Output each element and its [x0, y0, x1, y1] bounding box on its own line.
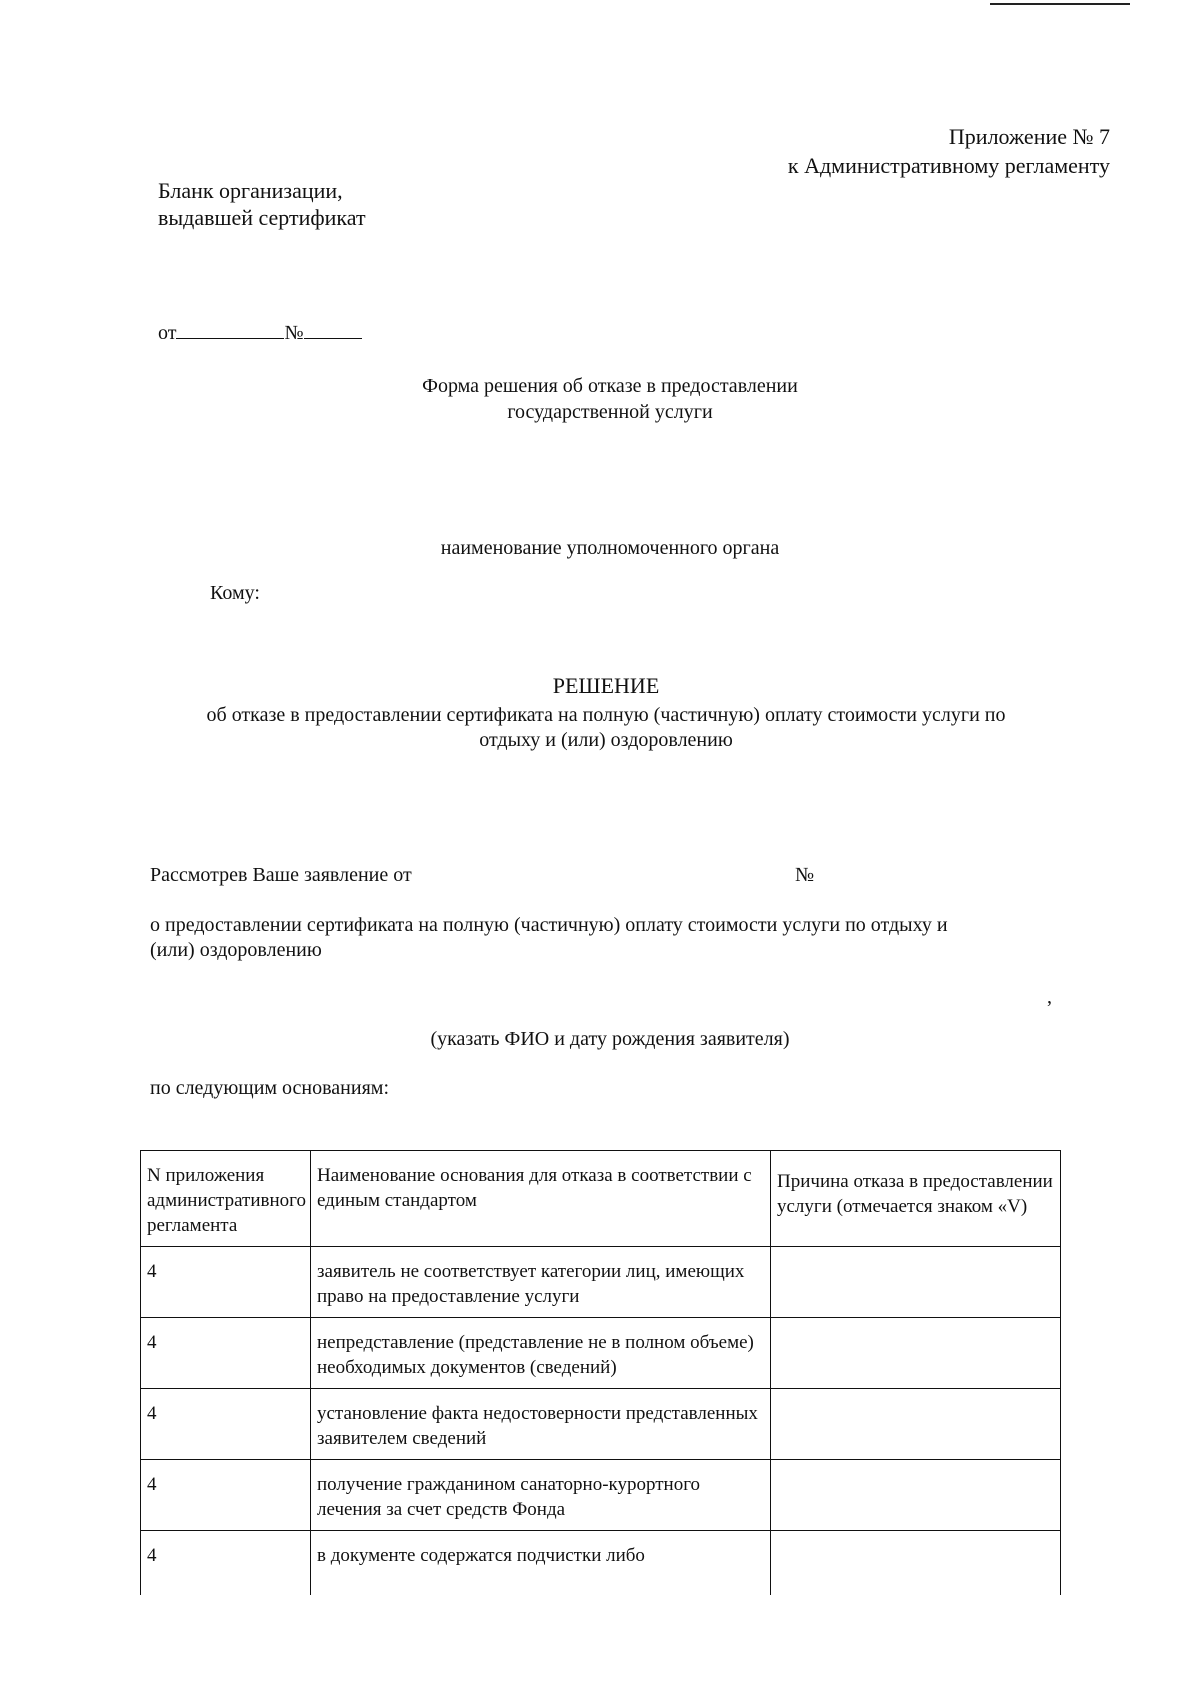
about-line-1: о предоставлении сертификата на полную (частичную) оплату стоимости услуги по отдыху и: [150, 914, 948, 936]
form-title-line-2: государственной услуги: [507, 401, 713, 423]
cell-mark: [771, 1318, 1061, 1389]
to-label: Кому:: [210, 582, 260, 604]
about-line-2: (или) оздоровлению: [150, 939, 322, 961]
header-appendix-no: N приложения административного регламента: [141, 1151, 311, 1247]
grounds-label: по следующим основаниям:: [150, 1077, 390, 1099]
decision-line-2: отдыху и (или) оздоровлению: [479, 729, 733, 751]
cell-appendix-no: 4: [141, 1531, 311, 1596]
comma-mark: ,: [1047, 986, 1052, 1008]
decision-heading: РЕШЕНИЕ: [552, 673, 660, 698]
reviewed-number-label: №: [795, 864, 815, 886]
table-row: [141, 1460, 1061, 1531]
letterhead-line-1: Бланк организации,: [158, 178, 343, 203]
top-edge-line: [990, 3, 1130, 5]
table-row: [141, 1247, 1061, 1318]
number-label: №: [284, 322, 304, 344]
table-row: [141, 1318, 1061, 1389]
cell-ground: получение гражданином санаторно-курортного лечения за счет средств Фонда: [311, 1460, 771, 1531]
appendix-title: Приложение № 7: [948, 124, 1110, 149]
cell-ground: непредставление (представление не в полном объеме) необходимых документов (сведений): [311, 1318, 771, 1389]
cell-ground: в документе содержатся подчистки либо: [311, 1531, 771, 1596]
number-blank: [304, 318, 362, 339]
cell-appendix-no: 4: [141, 1460, 311, 1531]
cell-appendix-no: 4: [141, 1318, 311, 1389]
header-ground: Наименование основания для отказа в соответствии с единым стандартом: [311, 1151, 771, 1247]
applicant-caption: (указать ФИО и дату рождения заявителя): [430, 1028, 790, 1050]
cell-appendix-no: 4: [141, 1389, 311, 1460]
reviewed-label: Рассмотрев Ваше заявление от: [150, 864, 412, 886]
grounds-table: [140, 1150, 1061, 1595]
table-row: [141, 1389, 1061, 1460]
date-number-line: [158, 318, 362, 346]
from-label: от: [158, 322, 177, 344]
date-blank: [176, 318, 284, 339]
cell-appendix-no: 4: [141, 1247, 311, 1318]
cell-mark: [771, 1531, 1061, 1596]
table-header-row: [141, 1151, 1061, 1247]
letterhead-line-2: выдавшей сертификат: [158, 205, 366, 230]
form-title-line-1: Форма решения об отказе в предоставлении: [422, 375, 798, 397]
cell-mark: [771, 1389, 1061, 1460]
table-row: [141, 1531, 1061, 1596]
cell-mark: [771, 1460, 1061, 1531]
appendix-subtitle: к Административному регламенту: [787, 153, 1110, 178]
authority-caption: наименование уполномоченного органа: [440, 537, 780, 559]
cell-ground: заявитель не соответствует категории лиц, имеющих право на предоставление услуги: [311, 1247, 771, 1318]
cell-mark: [771, 1247, 1061, 1318]
decision-line-1: об отказе в предоставлении сертификата на полную (частичную) оплату стоимости услуги по: [206, 704, 1006, 726]
header-mark: Причина отказа в предоставлении услуги (отмечается знаком «V): [771, 1151, 1061, 1247]
cell-ground: установление факта недостоверности представленных заявителем сведений: [311, 1389, 771, 1460]
